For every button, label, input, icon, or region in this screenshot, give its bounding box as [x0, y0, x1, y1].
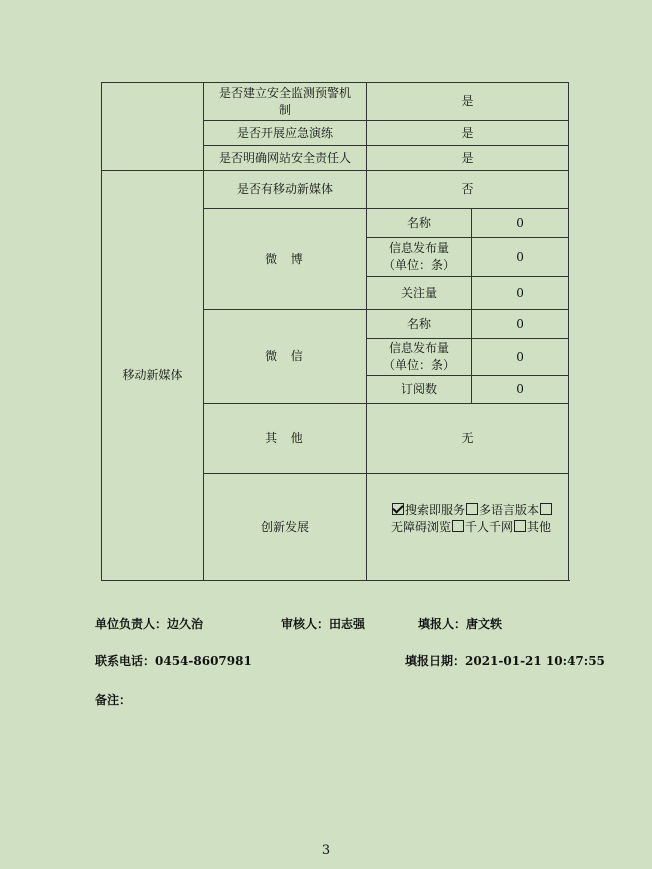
- row-value: 否: [367, 171, 569, 209]
- checkbox-multilingual[interactable]: [466, 503, 478, 515]
- sub-value: 0: [472, 339, 569, 376]
- sub-label: 关注量: [367, 277, 472, 310]
- weibo-label: 微 博: [204, 209, 367, 310]
- reviewer-text: 审核人：田志强: [281, 617, 366, 631]
- sub-label: 信息发布量（单位：条）: [367, 238, 472, 277]
- row-value: 是: [367, 83, 569, 121]
- checkbox-personalized[interactable]: [452, 520, 464, 532]
- checkbox-other[interactable]: [514, 520, 526, 532]
- sub-value: 0: [472, 376, 569, 404]
- sub-label: 名称: [367, 310, 472, 339]
- option-label: 其他: [527, 519, 552, 534]
- note-text: 备注：: [95, 693, 132, 707]
- sub-value: 0: [472, 209, 569, 238]
- other-value: 无: [367, 404, 569, 474]
- row-label: 是否有移动新媒体: [204, 171, 367, 209]
- row-value: 是: [367, 121, 569, 146]
- filler-text: 填报人：唐文轶: [418, 617, 503, 631]
- table-row: [102, 83, 569, 121]
- sub-label: 信息发布量（单位：条）: [367, 339, 472, 376]
- option-label: 无障碍浏览: [391, 519, 452, 534]
- date-text: 填报日期：2021-01-21 10:47:55: [405, 654, 605, 668]
- sub-value: 0: [472, 277, 569, 310]
- empty-section-cell: [102, 83, 204, 171]
- row-label: 是否明确网站安全责任人: [204, 146, 367, 171]
- other-label: 其 他: [204, 404, 367, 474]
- option-label: 多语言版本: [479, 502, 540, 517]
- row-label: 是否开展应急演练: [204, 121, 367, 146]
- page-number: 3: [321, 843, 331, 858]
- checkbox-search-service[interactable]: [392, 503, 404, 515]
- row-value: 是: [367, 146, 569, 171]
- leader-text: 单位负责人：边久治: [95, 617, 204, 631]
- sub-label: 名称: [367, 209, 472, 238]
- sub-value: 0: [472, 310, 569, 339]
- option-label: 搜索即服务: [405, 502, 466, 517]
- sub-value: 0: [472, 238, 569, 277]
- table-row: [102, 171, 569, 209]
- row-label: 是否建立安全监测预警机制: [204, 83, 367, 121]
- innovation-options: [367, 474, 569, 581]
- wechat-label: 微 信: [204, 310, 367, 404]
- option-label: 千人千网: [465, 519, 514, 534]
- section-label-innovation: 创新发展: [204, 474, 367, 581]
- sub-label: 订阅数: [367, 376, 472, 404]
- phone-text: 联系电话：0454-8607981: [95, 654, 252, 668]
- report-table: [101, 82, 569, 581]
- section-label-mobile: 移动新媒体: [102, 171, 204, 581]
- checkbox-accessibility[interactable]: [540, 503, 552, 515]
